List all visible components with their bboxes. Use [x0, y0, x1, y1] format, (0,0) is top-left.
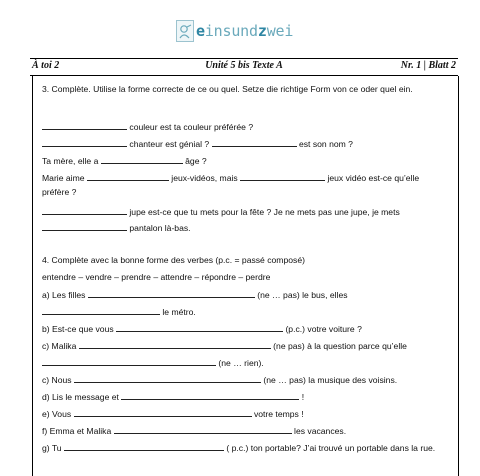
answer-blank[interactable]	[116, 323, 283, 332]
ex3-line-5: préfère ?	[42, 187, 77, 197]
ex4-item-e: d) Lis le message et !	[42, 392, 305, 402]
answer-blank[interactable]	[42, 306, 160, 315]
answer-blank[interactable]	[42, 206, 127, 215]
ex3-line-1: couleur est ta couleur préférée ?	[42, 121, 253, 133]
ex3-instruction: 3. Complète. Utilise la forme correcte de ce ou quel. Setze die richtige Form von ce oder quel ein.	[42, 84, 413, 94]
answer-blank[interactable]	[212, 138, 297, 147]
ex4-item-c: c) Malika (ne pas) à la question parce qu’elle	[42, 341, 407, 351]
ex4-item-h: g) Tu ( p.c.) ton portable? J’ai trouvé un portable dans la rue.	[42, 443, 436, 453]
header-top-rule	[30, 58, 458, 59]
ex4-item-a: a) Les filles (ne … pas) le bus, elles	[42, 290, 348, 300]
answer-blank[interactable]	[101, 155, 183, 164]
answer-blank[interactable]	[42, 222, 127, 231]
answer-blank[interactable]	[121, 391, 299, 400]
answer-blank[interactable]	[87, 172, 169, 181]
ex3-line-6: jupe est-ce que tu mets pour la fête ? Je ne mets pas une jupe, je mets	[42, 206, 400, 218]
answer-blank[interactable]	[74, 408, 252, 417]
page-header	[32, 60, 456, 73]
ex3-line-4: Marie aime jeux-vidéos, mais jeux vidéo est-ce qu’elle	[42, 173, 420, 183]
ex3-line-2: chanteur est génial ? est son nom ?	[42, 138, 353, 150]
answer-blank[interactable]	[88, 289, 255, 298]
answer-blank[interactable]	[42, 138, 127, 147]
header-sheet-number: Nr. 1 | Blatt 2	[400, 60, 456, 71]
ex3-line-3: Ta mère, elle a âge ?	[42, 156, 207, 166]
header-book-title: À toi 2	[32, 60, 60, 71]
logo-wordmark: einsundzwei	[196, 22, 294, 40]
header-unit-title: Unité 5 bis Texte A	[205, 60, 283, 71]
ex4-item-c-cont: (ne … rien).	[42, 357, 264, 369]
ex3-line-7: pantalon là-bas.	[42, 222, 191, 234]
answer-blank[interactable]	[114, 425, 292, 434]
logo	[176, 20, 293, 42]
answer-blank[interactable]	[42, 357, 216, 366]
ex4-item-a-cont: le métro.	[42, 306, 196, 318]
ex4-instruction: 4. Complète avec la bonne forme des verbes (p.c. = passé composé)	[42, 255, 305, 265]
ex4-item-g: f) Emma et Malika les vacances.	[42, 426, 347, 436]
ex4-item-d: c) Nous (ne … pas) la musique des voisins.	[42, 375, 398, 385]
logo-face-icon	[176, 20, 194, 42]
ex4-item-f: e) Vous votre temps !	[42, 409, 304, 419]
answer-blank[interactable]	[64, 442, 224, 451]
answer-blank[interactable]	[74, 374, 261, 383]
answer-blank[interactable]	[79, 340, 271, 349]
ex4-item-b: b) Est-ce que vous (p.c.) votre voiture ?	[42, 324, 362, 334]
answer-blank[interactable]	[42, 121, 127, 130]
ex4-verb-list: entendre – vendre – prendre – attendre – répondre – perdre	[42, 272, 271, 282]
answer-blank[interactable]	[240, 172, 325, 181]
